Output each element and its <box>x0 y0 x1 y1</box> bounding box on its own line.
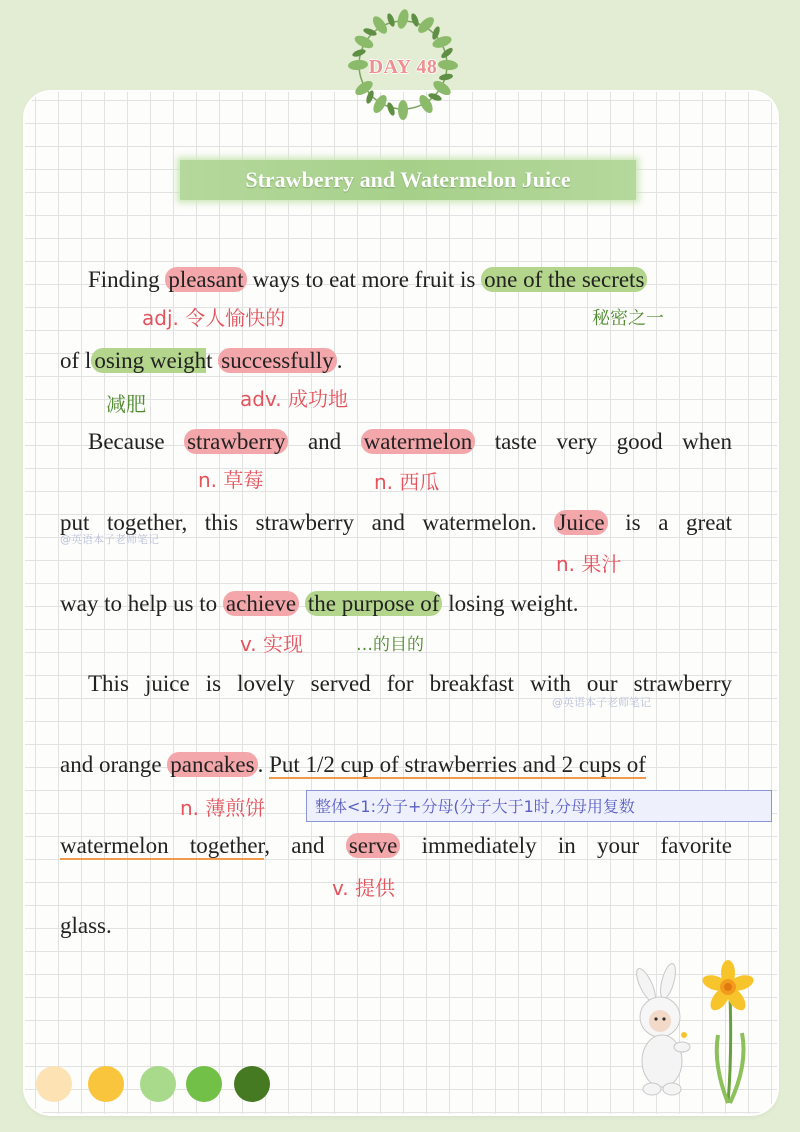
text-segment: and <box>288 429 361 454</box>
text-segment: immediately in your favorite <box>400 833 732 858</box>
annotation-one-of-the-secrets: 秘密之一 <box>592 308 664 329</box>
highlight-watermelon: watermelon <box>361 429 476 454</box>
highlight-serve: serve <box>346 833 401 858</box>
annotation-losing-weight: 减肥 <box>106 392 146 416</box>
annotation-successfully: adv. 成功地 <box>240 387 348 411</box>
text-segment: . <box>531 510 537 535</box>
color-dot-light-peach <box>36 1066 72 1102</box>
color-dot-light-green <box>140 1066 176 1102</box>
text-line-5 <box>60 588 732 620</box>
text-segment: of l <box>60 348 92 373</box>
title-banner <box>180 160 636 200</box>
annotation-serve: v. 提供 <box>332 876 395 900</box>
daffodil-bunny-illustration <box>618 955 768 1105</box>
highlight-pleasant: pleasant <box>165 267 246 292</box>
annotation-strawberry: n. 草莓 <box>198 468 264 492</box>
highlight-losing-weight: osing weigh <box>91 348 206 373</box>
highlight-the-purpose-of: the purpose of <box>305 591 443 616</box>
day-label: DAY 48 <box>368 56 438 78</box>
text-line-4 <box>60 507 732 539</box>
text-line-1 <box>88 264 738 296</box>
text-segment: glass. <box>60 913 112 938</box>
text-segment: , and <box>264 833 346 858</box>
grammar-note-box: 整体<1:分子+分母(分子大于1时,分母用复数 <box>306 790 772 822</box>
annotation-pleasant: adj. 令人愉快的 <box>142 306 286 330</box>
text-segment: ways to eat more fruit is <box>246 267 482 292</box>
color-dot-green <box>186 1066 222 1102</box>
underlined-phrase: Put 1/2 cup of strawberries and 2 cups of <box>269 752 646 777</box>
annotation-pancakes: n. 薄煎饼 <box>180 796 266 820</box>
text-line-3 <box>88 426 732 458</box>
text-segment: and orange <box>60 752 168 777</box>
color-dot-yellow <box>88 1066 124 1102</box>
watermark: @英语本子老师笔记 <box>552 696 651 709</box>
text-segment: taste very good when <box>475 429 732 454</box>
annotation-the-purpose-of: …的目的 <box>356 635 424 655</box>
text-line-8 <box>60 830 732 862</box>
underlined-phrase: watermelon together <box>60 833 265 858</box>
text-segment: losing weight. <box>442 591 579 616</box>
text-segment: This juice is lovely served for breakfast with our strawberry <box>88 671 732 696</box>
text-segment: put together, this strawberry and watermelon <box>60 510 531 535</box>
annotation-achieve: v. 实现 <box>240 632 303 656</box>
text-line-2 <box>60 345 732 377</box>
text-segment: way to help us to <box>60 591 223 616</box>
color-dot-dark-green <box>234 1066 270 1102</box>
text-segment: Finding <box>88 267 166 292</box>
highlight-one-of-the-secrets: one of the secrets <box>481 267 647 292</box>
watermark: @英语本子老师笔记 <box>60 533 159 546</box>
highlight-strawberry: strawberry <box>184 429 288 454</box>
text-segment: is a great <box>607 510 733 535</box>
annotation-watermelon: n. 西瓜 <box>374 470 440 494</box>
text-line-9 <box>60 910 732 942</box>
text-segment: Because <box>88 429 185 454</box>
text-segment: . <box>257 752 270 777</box>
highlight-successfully: successfully <box>218 348 336 373</box>
highlight-juice: Juice <box>554 510 607 535</box>
highlight-achieve: achieve <box>223 591 299 616</box>
highlight-pancakes: pancakes <box>167 752 257 777</box>
text-segment: t <box>206 348 219 373</box>
page-title: Strawberry and Watermelon Juice <box>245 167 571 192</box>
annotation-juice: n. 果汁 <box>556 552 622 576</box>
text-segment: . <box>336 348 343 373</box>
text-line-7 <box>60 749 732 781</box>
